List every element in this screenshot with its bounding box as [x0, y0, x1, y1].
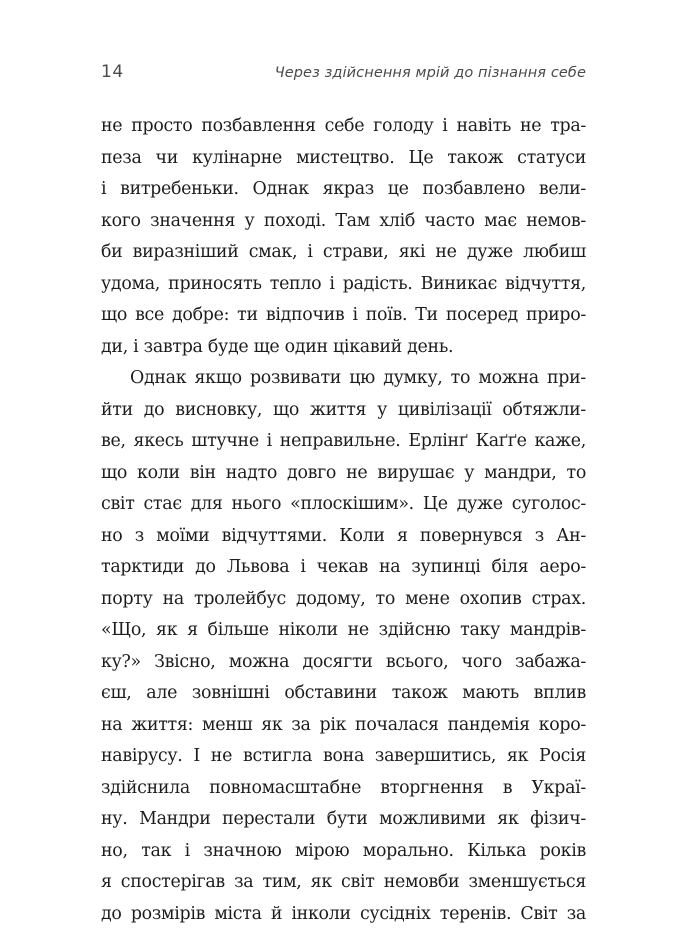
- text-line: ну. Мандри перестали бути можливими як фізич-: [101, 809, 586, 829]
- text-line: до розмірів міста й інколи сусідніх теренів. Світ за: [101, 903, 586, 924]
- text-line: я спостерігав за тим, як світ немовби зменшується: [101, 872, 586, 892]
- text-line: єш, але зовнішні обставини також мають вплив: [101, 683, 586, 703]
- page-number: 14: [101, 62, 124, 82]
- text-line: не просто позбавлення себе голоду і навіть не тра-: [101, 116, 586, 136]
- text-line: на життя: менш як за рік почалася пандемія коро-: [101, 714, 586, 735]
- text-line: світ стає для нього «плоскішим». Це дуже суголос-: [101, 494, 586, 514]
- text-line: йти до висновку, що життя у цивілізації обтяжли-: [101, 399, 586, 420]
- text-line: «Що, як я більше ніколи не здійсню таку мандрів-: [101, 620, 586, 640]
- text-line: здійснила повномасштабне вторгнення в Украї-: [101, 777, 586, 798]
- body-text: [101, 111, 586, 930]
- text-line: порту на тролейбус додому, то мене охопив страх.: [101, 588, 586, 609]
- text-line: удома, приносять тепло і радість. Виникає відчуття,: [101, 273, 586, 294]
- text-line: навірусу. І не встигла вона завершитись, як Росія: [101, 746, 586, 766]
- text-line: Однак якщо розвивати цю думку, то можна при-: [130, 368, 586, 388]
- text-line: що коли він надто довго не вирушає у мандри, то: [101, 462, 586, 483]
- text-line: но, так і значною мірою морально. Кілька років: [101, 840, 586, 861]
- text-line: пеза чи кулінарне мистецтво. Це також статуси: [101, 147, 586, 168]
- text-line: що все добре: ти відпочив і поїв. Ти посеред приро-: [101, 305, 586, 325]
- text-line: би виразніший смак, і страви, які не дуже любиш: [101, 242, 586, 262]
- running-header: [101, 62, 586, 88]
- text-line: но з моїми відчуттями. Коли я повернувся з Ан-: [101, 525, 586, 546]
- text-line: кого значення у поході. Там хліб часто має немов-: [101, 210, 586, 231]
- text-line: ди, і завтра буде ще один цікавий день.: [101, 336, 454, 357]
- book-title: Через здійснення мрій до пізнання себе: [274, 65, 586, 81]
- text-line: тарктиди до Львова і чекав на зупинці біля аеро-: [101, 557, 586, 577]
- text-line: ку?» Звісно, можна досягти всього, чого забажа-: [101, 651, 586, 672]
- text-line: ве, якесь штучне і неправильне. Ерлінґ Каґґе каже,: [101, 431, 586, 451]
- text-line: і витребеньки. Однак якраз це позбавлено вели-: [101, 179, 586, 199]
